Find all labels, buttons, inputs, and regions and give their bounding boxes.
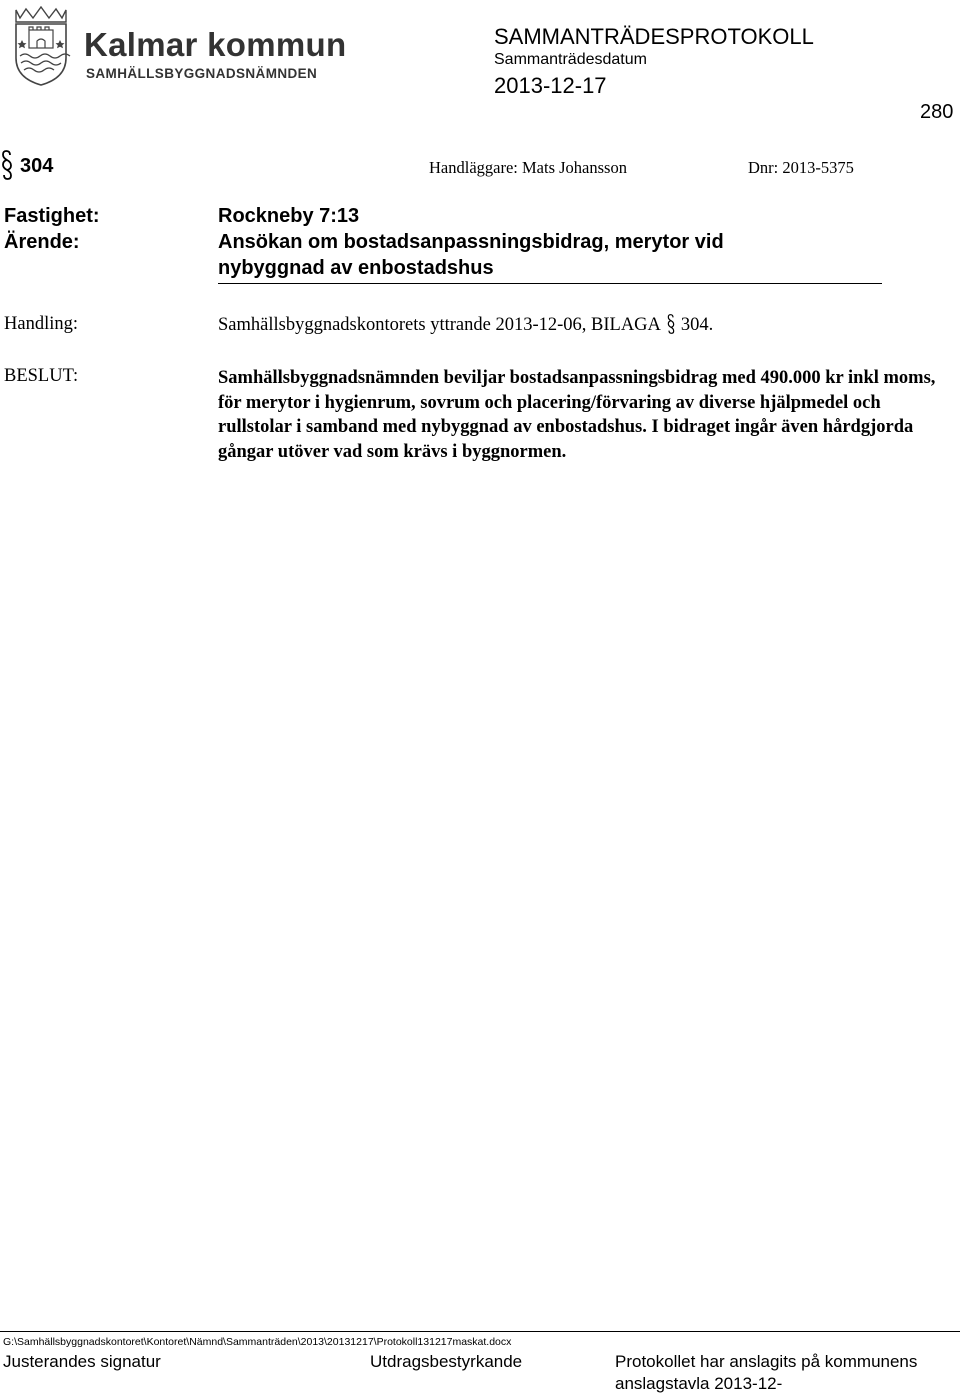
org-department: SAMHÄLLSBYGGNADSNÄMNDEN — [86, 66, 318, 81]
org-name: Kalmar kommun — [84, 26, 347, 63]
matter-title-line-2: nybyggnad av enbostadshus — [218, 257, 494, 279]
extract-certification-label: Utdragsbestyrkande — [370, 1352, 523, 1371]
signature-label: Justerandes signatur — [3, 1352, 161, 1371]
decision-text: Samhällsbyggnadsnämnden beviljar bostadsanpassningsbidrag med 490.000 kr inkl moms, för merytor i hygienrum, sovrum och placering/förvaring av diverse hjälpmedel och rullstolar i samband med nybyggnad av enbostadshus. I bidraget ingår även hårdgjorda gångar utöver vad som krävs i byggnormen. — [218, 368, 936, 462]
meeting-date-label: Sammanträdesdatum — [494, 51, 647, 68]
decision-label: BESLUT: — [4, 366, 79, 386]
kalmar-crest-icon — [8, 6, 74, 86]
title-divider — [218, 283, 882, 284]
document-label: Handling: — [4, 314, 78, 334]
document-reference-section: 304. — [680, 315, 714, 335]
document-reference — [218, 314, 713, 336]
posting-notice-line-2: anslagstavla 2013-12- — [615, 1374, 783, 1393]
footer-divider — [0, 1331, 960, 1332]
section-sign-icon — [665, 314, 677, 334]
property-value: Rockneby 7:13 — [218, 205, 360, 227]
document-type: SAMMANTRÄDESPROTOKOLL — [494, 24, 814, 49]
section-number: 304 — [20, 155, 54, 177]
meeting-date-value: 2013-12-17 — [494, 73, 607, 98]
matter-title-line-1: Ansökan om bostadsanpassningsbidrag, merytor vid — [218, 231, 724, 253]
registration-number: Dnr: 2013-5375 — [748, 158, 854, 177]
posting-notice-line-1: Protokollet har anslagits på kommunens — [615, 1352, 918, 1371]
section-sign-icon — [0, 150, 14, 180]
page-number: 280 — [920, 101, 954, 123]
file-path: G:\Samhällsbyggnadskontoret\Kontoret\Nämnd\Sammanträden\2013\20131217\Protokoll131217maskat.docx — [3, 1336, 512, 1348]
matter-label: Ärende: — [4, 231, 80, 253]
document-reference-text: Samhällsbyggnadskontorets yttrande 2013-12-06, BILAGA — [218, 315, 661, 335]
property-label: Fastighet: — [4, 205, 100, 227]
case-handler: Handläggare: Mats Johansson — [429, 158, 627, 177]
